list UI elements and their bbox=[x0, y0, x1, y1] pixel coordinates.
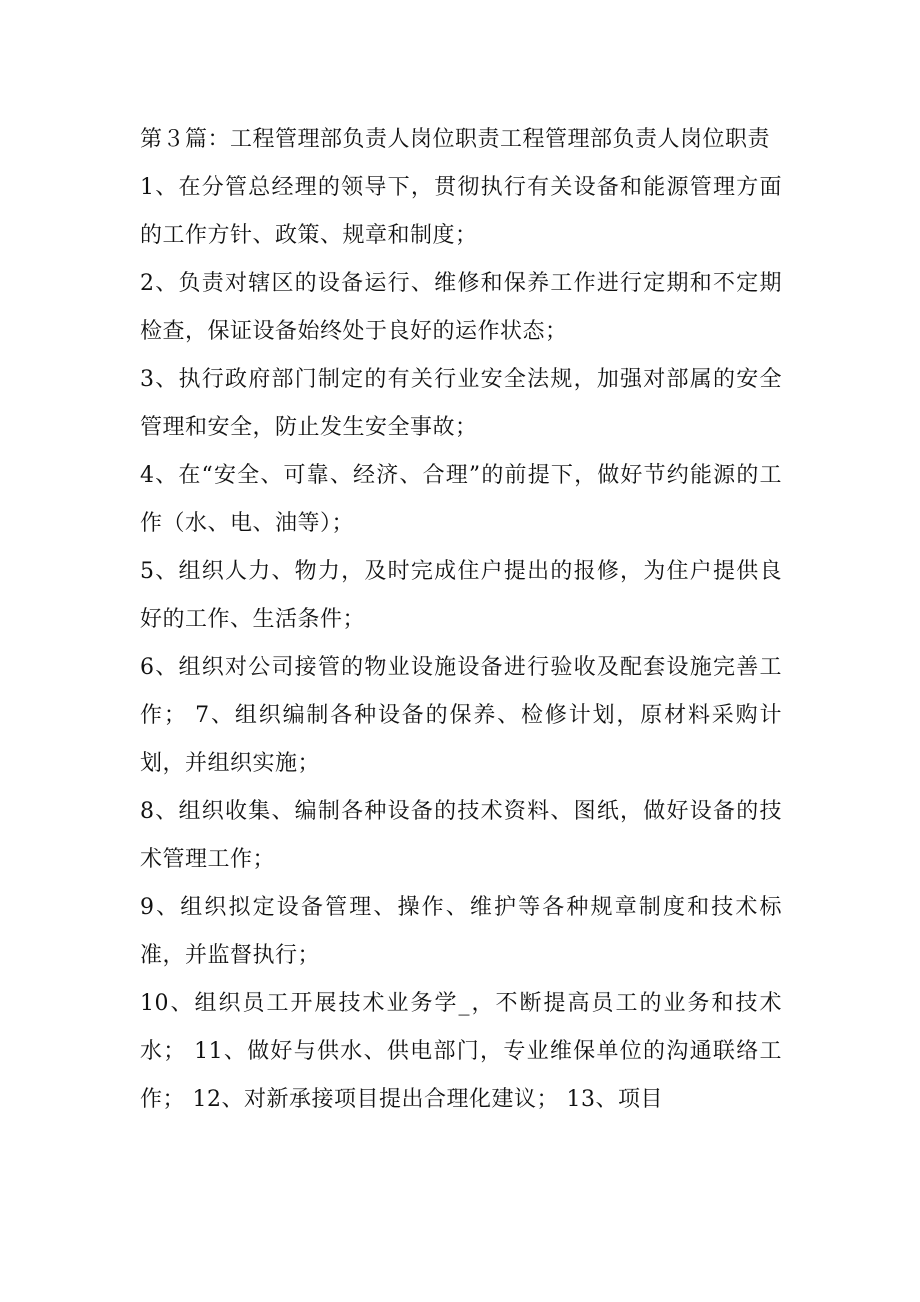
duty-item-10-13: 10、组织员工开展技术业务学_，不断提高员工的业务和技术水； 11、做好与供水、供电部门，专业维保单位的沟通联络工作； 12、对新承接项目提出合理化建议； 13、项目 bbox=[140, 991, 782, 1112]
duty-item-5: 5、组织人力、物力，及时完成住户提出的报修，为住户提供良好的工作、生活条件； bbox=[140, 559, 782, 632]
duty-item-6-7: 6、组织对公司接管的物业设施设备进行验收及配套设施完善工作； 7、组织编制各种设备的保养、检修计划，原材料采购计划，并组织实施； bbox=[140, 655, 782, 776]
duty-item-2: 2、负责对辖区的设备运行、维修和保养工作进行定期和不定期检查，保证设备始终处于良好的运作状态； bbox=[140, 271, 782, 344]
duty-item-1: 1、在分管总经理的领导下，贯彻执行有关设备和能源管理方面的工作方针、政策、规章和制度； bbox=[140, 175, 782, 248]
document-title: 第３篇：工程管理部负责人岗位职责工程管理部负责人岗位职责 bbox=[140, 127, 771, 152]
document-body bbox=[140, 116, 782, 1124]
duty-item-8: 8、组织收集、编制各种设备的技术资料、图纸，做好设备的技术管理工作； bbox=[140, 799, 782, 872]
duty-item-9: 9、组织拟定设备管理、操作、维护等各种规章制度和技术标准，并监督执行； bbox=[140, 895, 782, 968]
duty-item-4: 4、在“安全、可靠、经济、合理”的前提下，做好节约能源的工作（水、电、油等）； bbox=[140, 463, 782, 536]
duty-item-3: 3、执行政府部门制定的有关行业安全法规，加强对部属的安全管理和安全，防止发生安全事故； bbox=[140, 367, 782, 440]
